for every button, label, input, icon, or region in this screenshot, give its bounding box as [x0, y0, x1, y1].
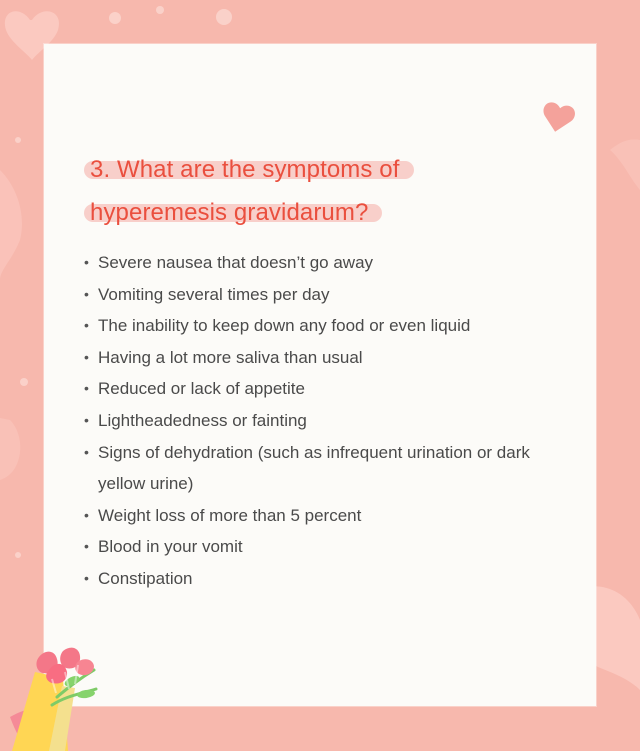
- symptom-item: • Constipation: [84, 563, 574, 595]
- symptom-item: • Having a lot more saliva than usual: [84, 342, 574, 374]
- symptom-item: • Signs of dehydration (such as infrequent urination or dark yellow urine): [84, 437, 574, 500]
- flower-bouquet-icon: [8, 639, 108, 751]
- content-card: [44, 44, 596, 706]
- section-title: [90, 148, 510, 234]
- symptom-item: • Vomiting several times per day: [84, 279, 574, 311]
- title-line-1: 3. What are the symptoms of: [90, 148, 400, 191]
- symptom-item: • Lightheadedness or fainting: [84, 405, 574, 437]
- symptom-item: • Severe nausea that doesn’t go away: [84, 247, 574, 279]
- title-line-2: hyperemesis gravidarum?: [90, 191, 368, 234]
- heart-icon: [538, 98, 578, 138]
- symptom-item: • Reduced or lack of appetite: [84, 373, 574, 405]
- symptom-item: • Weight loss of more than 5 percent: [84, 500, 574, 532]
- symptom-list: [84, 247, 574, 595]
- symptom-item: • The inability to keep down any food or even liquid: [84, 310, 574, 342]
- symptom-item: • Blood in your vomit: [84, 531, 574, 563]
